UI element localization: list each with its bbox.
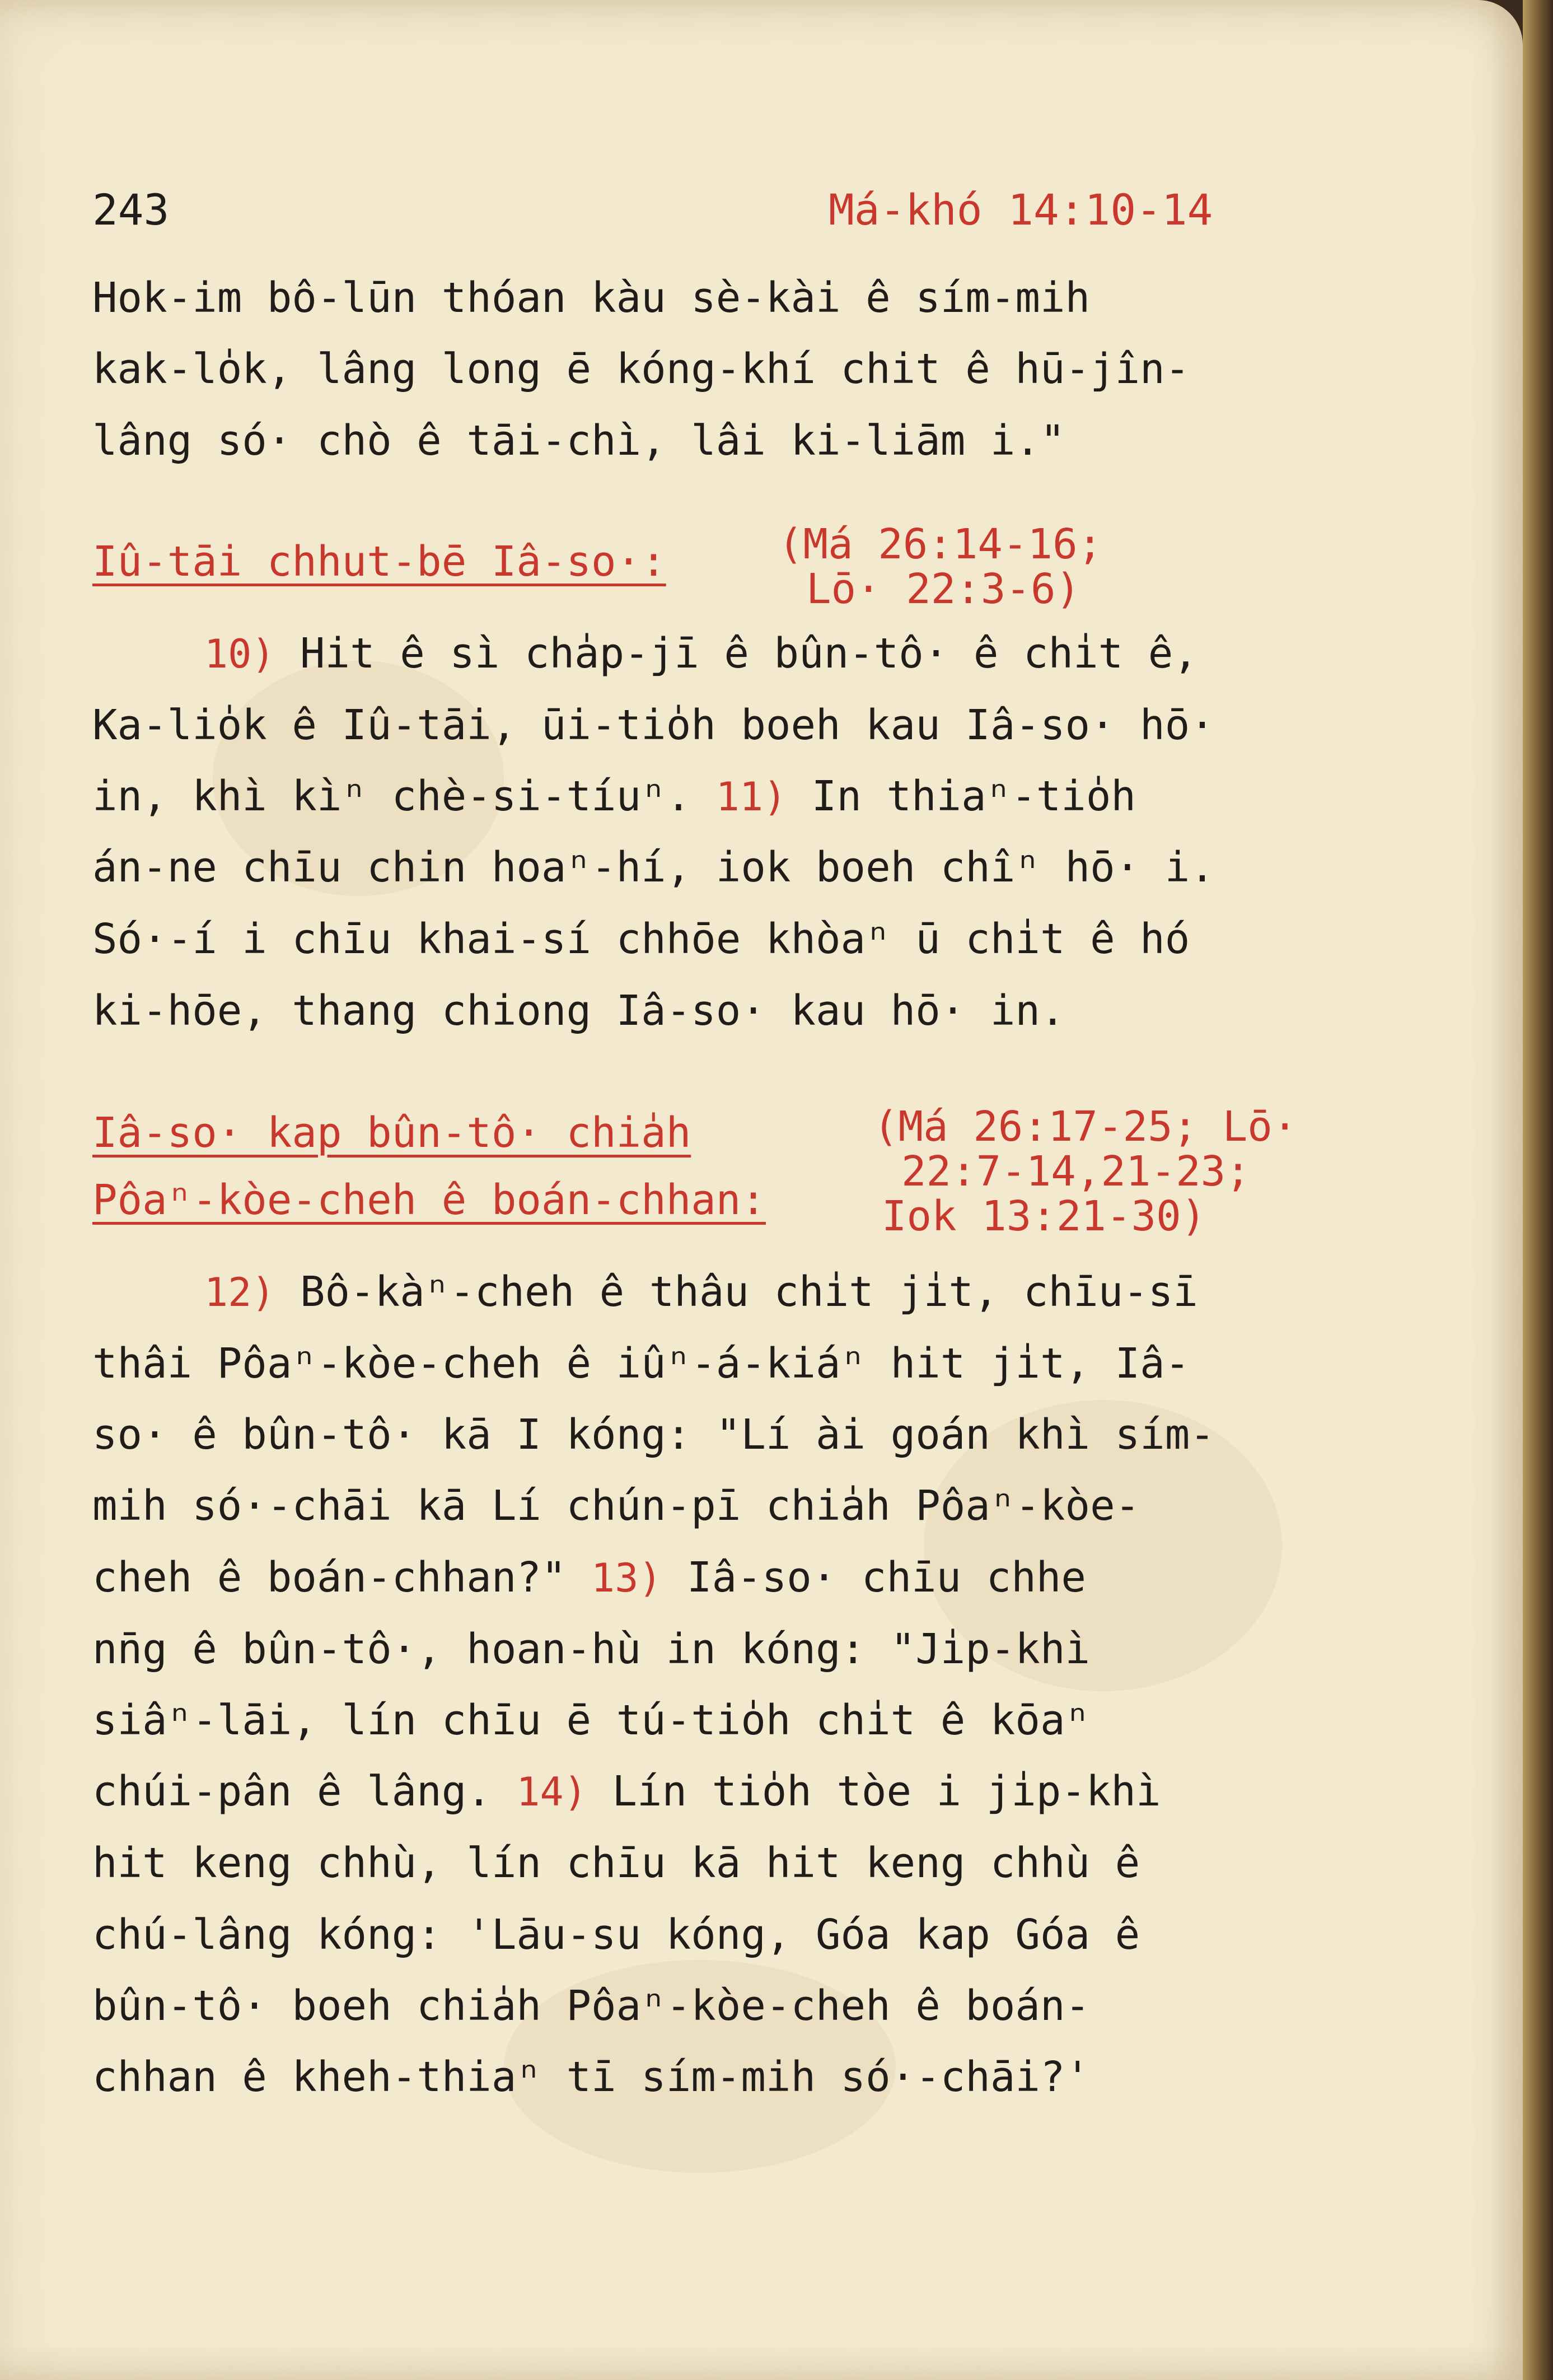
verse-text: Lín tio̍h tòe i ji̍p-khì: [587, 1767, 1161, 1816]
verse-text: Bô-kàⁿ-cheh ê thâu chi̍t ji̍t, chīu-sī: [275, 1268, 1198, 1316]
text-line: chú-lâng kóng: 'Lāu-su kóng, Góa kap Góa ê: [92, 1911, 1140, 1959]
verse-number: 13): [591, 1555, 662, 1601]
text-line: bûn-tô· boeh chia̍h Pôaⁿ-kòe-cheh ê boán-: [92, 1982, 1091, 2030]
verse-text: In thiaⁿ-tio̍h: [787, 772, 1136, 820]
verse-number: 11): [715, 774, 787, 820]
verse-text: chúi-pân ê lâng.: [92, 1767, 517, 1816]
text-line: thâi Pôaⁿ-kòe-cheh ê iûⁿ-á-kiáⁿ hit ji̍t, Iâ-: [92, 1340, 1190, 1388]
text-line: ki-hōe, thang chiong Iâ-so· kau hō· in.: [92, 987, 1065, 1035]
verse-number: 14): [516, 1769, 587, 1815]
running-header-reference: Má-khó 14:10-14: [829, 185, 1213, 235]
verse-number: 12): [204, 1270, 275, 1315]
text-line: Ka-lio̍k ê Iû-tāi, ūi-tio̍h boeh kau Iâ-so· hō·: [92, 701, 1215, 749]
text-line: lâng só· chò ê tāi-chì, lâi ki-liām i.": [92, 417, 1065, 465]
verse-text: cheh ê boán-chhan?": [92, 1553, 592, 1602]
verse-text: Iâ-so· chīu chhe: [662, 1553, 1086, 1602]
text-line: án-ne chīu chin hoaⁿ-hí, iok boeh chîⁿ hō· i.: [92, 843, 1215, 892]
cross-reference: Lō· 22:3-6): [806, 565, 1081, 613]
section-heading: Iû-tāi chhut-bē Iâ-so·:: [92, 538, 666, 586]
text-line: mih só·-chāi kā Lí chún-pī chia̍h Pôaⁿ-kòe-: [92, 1482, 1140, 1530]
book-spine-edge: [1523, 0, 1553, 2380]
text-line: hit keng chhù, lín chīu kā hit keng chhù ê: [92, 1839, 1140, 1887]
verse-line: [92, 1553, 1086, 1602]
text-line: nn̄g ê bûn-tô·, hoan-hù in kóng: "Ji̍p-khì: [92, 1625, 1091, 1673]
page-number: 243: [92, 185, 170, 235]
text-line: chhan ê kheh-thiaⁿ tī sím-mih só·-chāi?': [92, 2053, 1091, 2101]
text-line: siâⁿ-lāi, lín chīu ē tú-tio̍h chi̍t ê kōaⁿ: [92, 1696, 1091, 1744]
verse-line: [92, 1767, 1161, 1816]
verse-number: 10): [204, 631, 275, 677]
verse-line: [92, 629, 1198, 678]
verse-line: [92, 772, 1136, 820]
text-line: Hok-im bô-lūn thóan kàu sè-kài ê sím-mih: [92, 274, 1091, 322]
cross-reference: Iok 13:21-30): [882, 1192, 1206, 1240]
verse-line: [92, 1268, 1198, 1316]
cross-reference: 22:7-14,21-23;: [901, 1147, 1251, 1196]
cross-reference: (Má 26:17-25; Lō·: [873, 1103, 1298, 1151]
section-heading: Iâ-so· kap bûn-tô· chia̍h: [92, 1109, 691, 1157]
verse-text: in, khì kìⁿ chè-si-tíuⁿ.: [92, 772, 716, 820]
text-line: Só·-í i chīu khai-sí chhōe khòaⁿ ū chi̍t ê hó: [92, 915, 1190, 963]
text-line: kak-lo̍k, lâng long ē kóng-khí chit ê hū-jîn-: [92, 345, 1190, 393]
cross-reference: (Má 26:14-16;: [778, 520, 1103, 568]
text-line: so· ê bûn-tô· kā I kóng: "Lí ài goán khì sím-: [92, 1411, 1215, 1459]
section-heading: Pôaⁿ-kòe-cheh ê boán-chhan:: [92, 1176, 766, 1224]
verse-text: Hit ê sì cha̍p-jī ê bûn-tô· ê chi̍t ê,: [275, 629, 1198, 678]
